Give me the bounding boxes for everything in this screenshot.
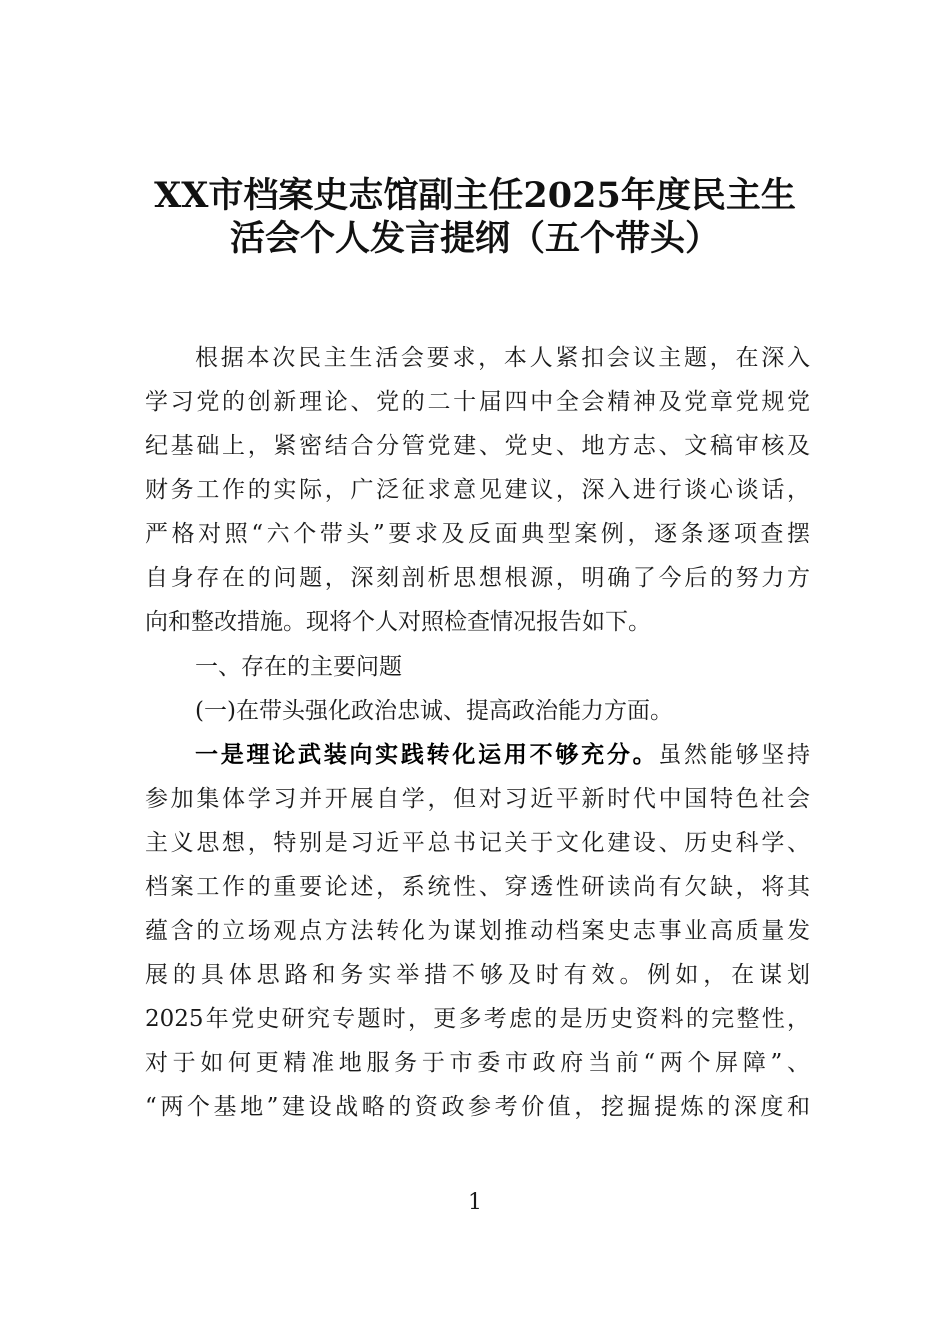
intro-line: 自身存在的问题，深刻剖析思想根源，明确了今后的努力方 [145,565,810,591]
document-title-line-1: XX市档案史志馆副主任2025年度民主生 [154,175,796,216]
point-one-line: 主义思想，特别是习近平总书记关于文化建设、历史科学、 [145,830,810,856]
intro-line: 根据本次民主生活会要求，本人紧扣会议主题，在深入 [195,345,810,371]
intro-line: 财务工作的实际，广泛征求意见建议，深入进行谈心谈话， [145,477,810,503]
subsection-heading: (一)在带头强化政治忠诚、提高政治能力方面。 [195,698,673,724]
point-one-line: 2025年党史研究专题时，更多考虑的是历史资料的完整性， [145,1006,810,1032]
section-heading: 一、存在的主要问题 [195,654,402,680]
point-one-first-line-rest: 虽然能够坚持 [658,742,810,768]
point-one-bold-lead: 一是理论武装向实践转化运用不够充分。 [195,741,659,768]
point-one-line: 展的具体思路和务实举措不够及时有效。例如，在谋划 [145,962,810,988]
page-number: 1 [468,1190,482,1215]
point-one-line: 蕴含的立场观点方法转化为谋划推动档案史志事业高质量发 [145,918,810,944]
point-one-line: 对于如何更精准地服务于市委市政府当前“两个屏障”、 [145,1050,810,1076]
intro-line: 严格对照“六个带头”要求及反面典型案例，逐条逐项查摆 [145,521,810,547]
intro-line: 向和整改措施。现将个人对照检查情况报告如下。 [145,609,651,635]
document-title-line-2: 活会个人发言提纲（五个带头） [229,218,720,259]
intro-line: 纪基础上，紧密结合分管党建、党史、地方志、文稿审核及 [145,433,810,459]
point-one-line: “两个基地”建设战略的资政参考价值，挖掘提炼的深度和 [145,1094,810,1120]
point-one-line: 档案工作的重要论述，系统性、穿透性研读尚有欠缺，将其 [145,874,810,900]
point-one-line: 参加集体学习并开展自学，但对习近平新时代中国特色社会 [145,786,810,812]
intro-line: 学习党的创新理论、党的二十届四中全会精神及党章党规党 [145,389,810,415]
point-one-first-line [195,738,810,772]
